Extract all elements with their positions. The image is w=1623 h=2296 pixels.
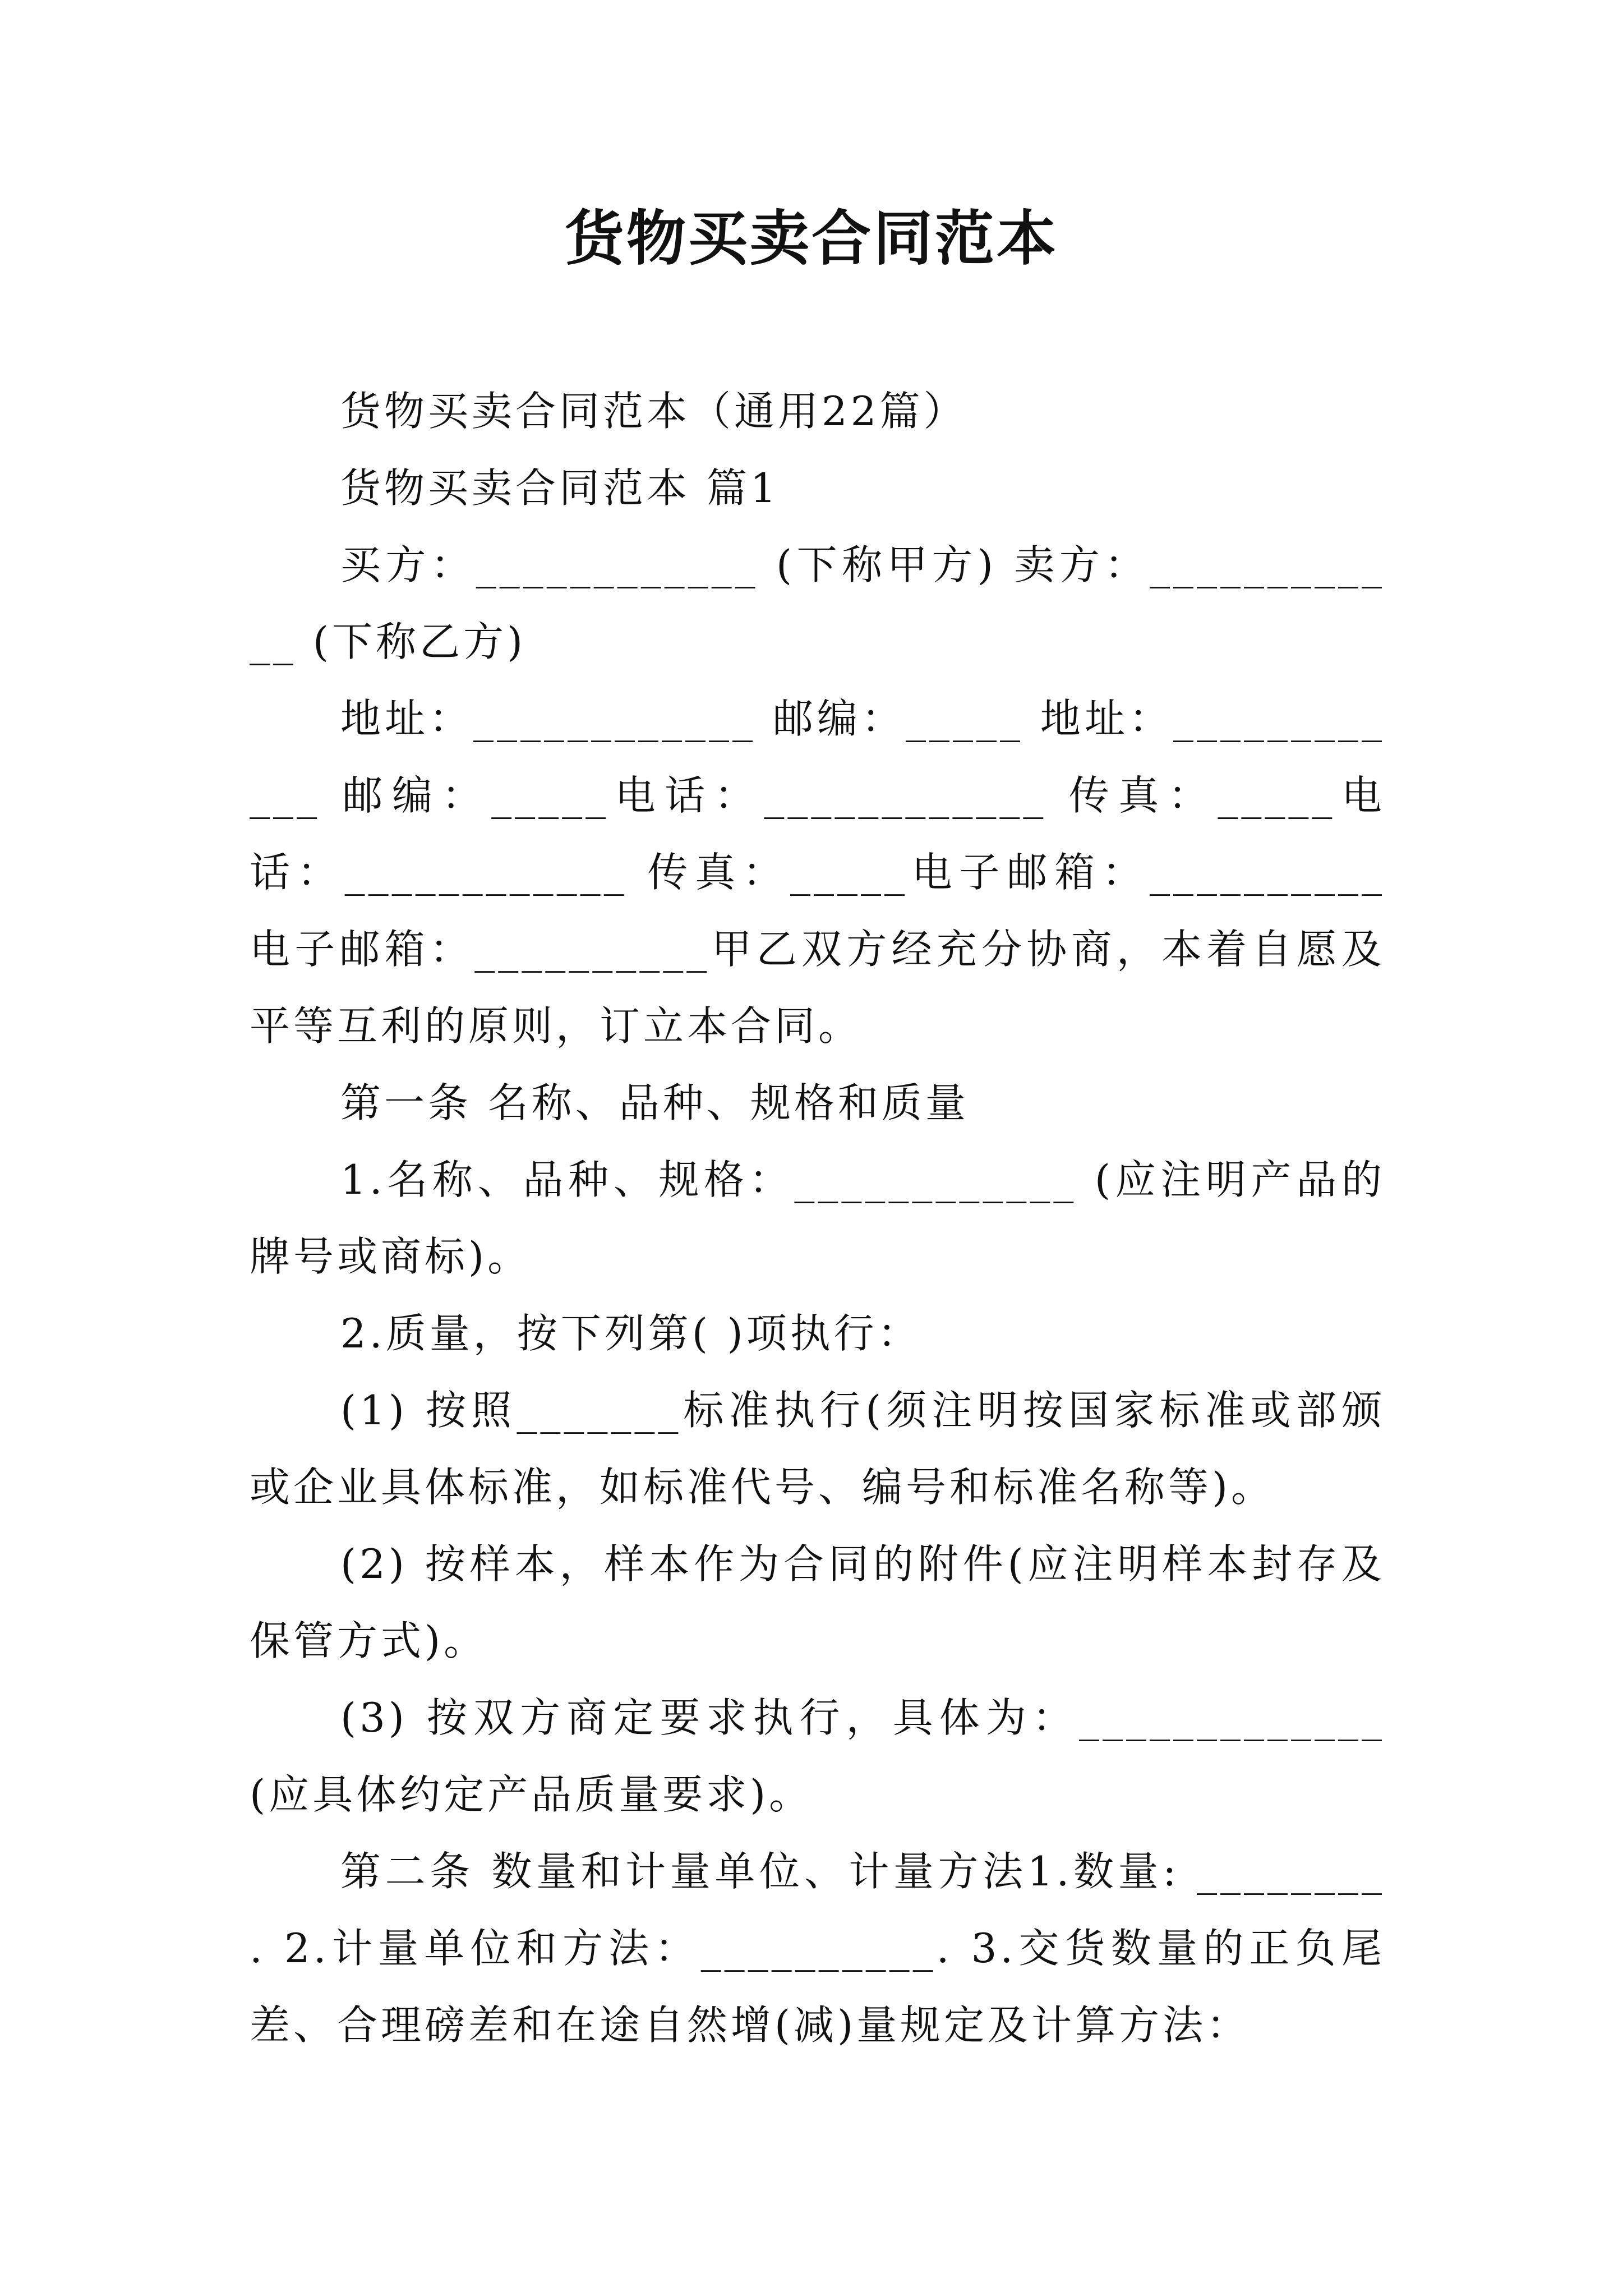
paragraph-quality-option-2: (2) 按样本，样本作为合同的附件(应注明样本封存及保管方式)。 bbox=[250, 1540, 1385, 1664]
paragraph-section-heading: 货物买卖合同范本 篇1 bbox=[340, 464, 780, 512]
paragraph-contact-info: 地址：____________ 邮编：_____ 地址：____________ 邮编：_____电话：____________ 传真：_____电话：____________ 传真：_____电子邮箱：__________ 电子邮箱：__________甲乙双方经充分协商，本着自愿及平等互利的原则，订立本合同。 bbox=[250, 695, 1401, 1050]
paragraph-article-1-heading: 第一条 名称、品种、规格和质量 bbox=[340, 1079, 969, 1126]
paragraph-article-2: 第二条 数量和计量单位、计量方法1.数量: ________ . 2.计量单位和方法：__________. 3.交货数量的正负尾差、合理磅差和在途自然增(减)量规定及计算方法： bbox=[250, 1848, 1401, 2049]
paragraph-quality-option-1: (1) 按照_______标准执行(须注明按国家标准或部颁或企业具体标准，如标准代号、编号和标准名称等)。 bbox=[250, 1387, 1385, 1511]
paragraph-article-1-item-1: 1.名称、品种、规格：____________ (应注明产品的牌号或商标)。 bbox=[250, 1156, 1385, 1280]
document-body bbox=[250, 373, 1401, 2064]
document-title: 货物买卖合同范本 bbox=[565, 203, 1058, 273]
paragraph-subtitle: 货物买卖合同范本（通用22篇） bbox=[340, 388, 967, 435]
paragraph-quality-option-3: (3) 按双方商定要求执行，具体为：_____________(应具体约定产品质量要求)。 bbox=[250, 1694, 1385, 1818]
paragraph-parties: 买方：____________ (下称甲方) 卖方：____________ (下称乙方) bbox=[250, 541, 1385, 665]
paragraph-article-1-item-2: 2.质量，按下列第( )项执行： bbox=[340, 1310, 921, 1357]
